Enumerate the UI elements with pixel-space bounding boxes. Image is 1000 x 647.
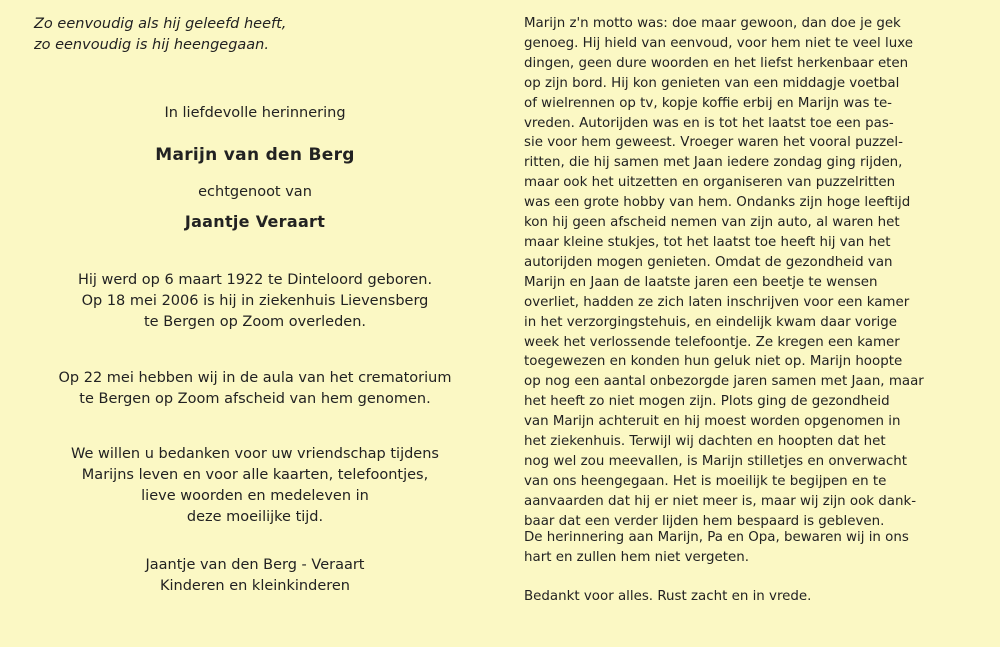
story-line: De herinnering aan Marijn, Pa en Opa, bewaren wij in ons xyxy=(524,530,909,545)
closing-line: Bedankt voor alles. Rust zacht en in vrede. xyxy=(524,589,812,604)
story-line: autorijden mogen genieten. Omdat de gezondheid van xyxy=(524,254,893,270)
story-line: sie voor hem geweest. Vroeger waren het vooral puzzel- xyxy=(524,135,903,151)
story-line: maar ook het uitzetten en organiseren van puzzelritten xyxy=(524,175,896,191)
story-line: op nog een aantal onbezorgde jaren samen met Jaan, maar xyxy=(524,374,924,390)
text-line: Op 22 mei hebben wij in de aula van het crematorium xyxy=(58,370,452,386)
thanks-paragraph xyxy=(40,444,470,528)
story-line: of wielrennen op tv, kopje koffie erbij en Marijn was te- xyxy=(524,95,893,111)
birth-death-paragraph xyxy=(40,270,470,333)
story-line: in het verzorgingstehuis, en eindelijk kwam daar vorige xyxy=(524,314,898,330)
story-line: dingen, geen dure woorden en het liefst herkenbaar eten xyxy=(524,55,909,71)
signer-line: Jaantje van den Berg - Veraart xyxy=(145,557,365,573)
story-line: week het verlossende telefoontje. Ze kregen een kamer xyxy=(524,334,900,350)
text-line: Marijns leven en voor alle kaarten, telefoontjes, xyxy=(81,467,429,483)
story-line: kon hij geen afscheid nemen van zijn auto, al waren het xyxy=(524,215,900,231)
farewell-paragraph xyxy=(40,368,470,410)
memory-paragraph xyxy=(524,528,909,568)
story-line: Marijn en Jaan de laatste jaren een beetje te wensen xyxy=(524,274,878,290)
story-line: van Marijn achteruit en hij moest worden opgenomen in xyxy=(524,414,901,430)
text-line: We willen u bedanken voor uw vriendschap tijdens xyxy=(71,446,439,462)
life-story-paragraph xyxy=(524,14,924,532)
spouse-name: Jaantje Veraart xyxy=(184,212,326,231)
story-line: genoeg. Hij hield van eenvoud, voor hem niet te veel luxe xyxy=(524,35,913,51)
signers xyxy=(40,555,470,597)
memorial-heading: In liefdevolle herinnering xyxy=(164,105,346,121)
story-line: van ons heengegaan. Het is moeilijk te begijpen en te xyxy=(524,473,887,489)
deceased-name: Marijn van den Berg xyxy=(155,145,355,165)
story-line: aanvaarden dat hij er niet meer is, maar wij zijn ook dank- xyxy=(524,493,917,509)
story-line: overliet, hadden ze zich laten inschrijven voor een kamer xyxy=(524,294,910,310)
motto-line: zo eenvoudig is hij heengegaan. xyxy=(34,37,269,53)
motto xyxy=(34,14,286,56)
text-line: te Bergen op Zoom overleden. xyxy=(143,314,367,330)
right-panel xyxy=(524,0,970,647)
text-line: Op 18 mei 2006 is hij in ziekenhuis Lievensberg xyxy=(81,293,429,309)
story-line: maar kleine stukjes, tot het laatst toe heeft hij van het xyxy=(524,234,891,250)
story-line: was een grote hobby van hem. Ondanks zijn hoge leeftijd xyxy=(524,195,911,211)
story-line: Marijn z'n motto was: doe maar gewoon, dan doe je gek xyxy=(524,16,901,31)
story-line: ritten, die hij samen met Jaan iedere zondag ging rijden, xyxy=(524,155,903,171)
spouse-label: echtgenoot van xyxy=(198,184,312,200)
text-line: lieve woorden en medeleven in xyxy=(141,488,369,504)
story-line: toegewezen en konden hun geluk niet op. Marijn hoopte xyxy=(524,354,903,370)
text-line: Hij werd op 6 maart 1922 te Dinteloord geboren. xyxy=(77,272,433,288)
signer-line: Kinderen en kleinkinderen xyxy=(160,578,350,594)
story-line: baar dat een verder lijden hem bespaard is gebleven. xyxy=(524,513,885,529)
text-line: te Bergen op Zoom afscheid van hem genomen. xyxy=(79,391,431,407)
story-line: het heeft zo niet mogen zijn. Plots ging de gezondheid xyxy=(524,394,890,410)
story-line: op zijn bord. Hij kon genieten van een middagje voetbal xyxy=(524,75,900,91)
story-line: hart en zullen hem niet vergeten. xyxy=(524,549,750,565)
motto-line: Zo eenvoudig als hij geleefd heeft, xyxy=(34,16,287,32)
text-line: deze moeilijke tijd. xyxy=(186,509,324,525)
story-line: het ziekenhuis. Terwijl wij dachten en hoopten dat het xyxy=(524,434,886,450)
story-line: vreden. Autorijden was en is tot het laatst toe een pas- xyxy=(524,115,894,131)
story-line: nog wel zou meevallen, is Marijn stilletjes en onverwacht xyxy=(524,453,907,469)
